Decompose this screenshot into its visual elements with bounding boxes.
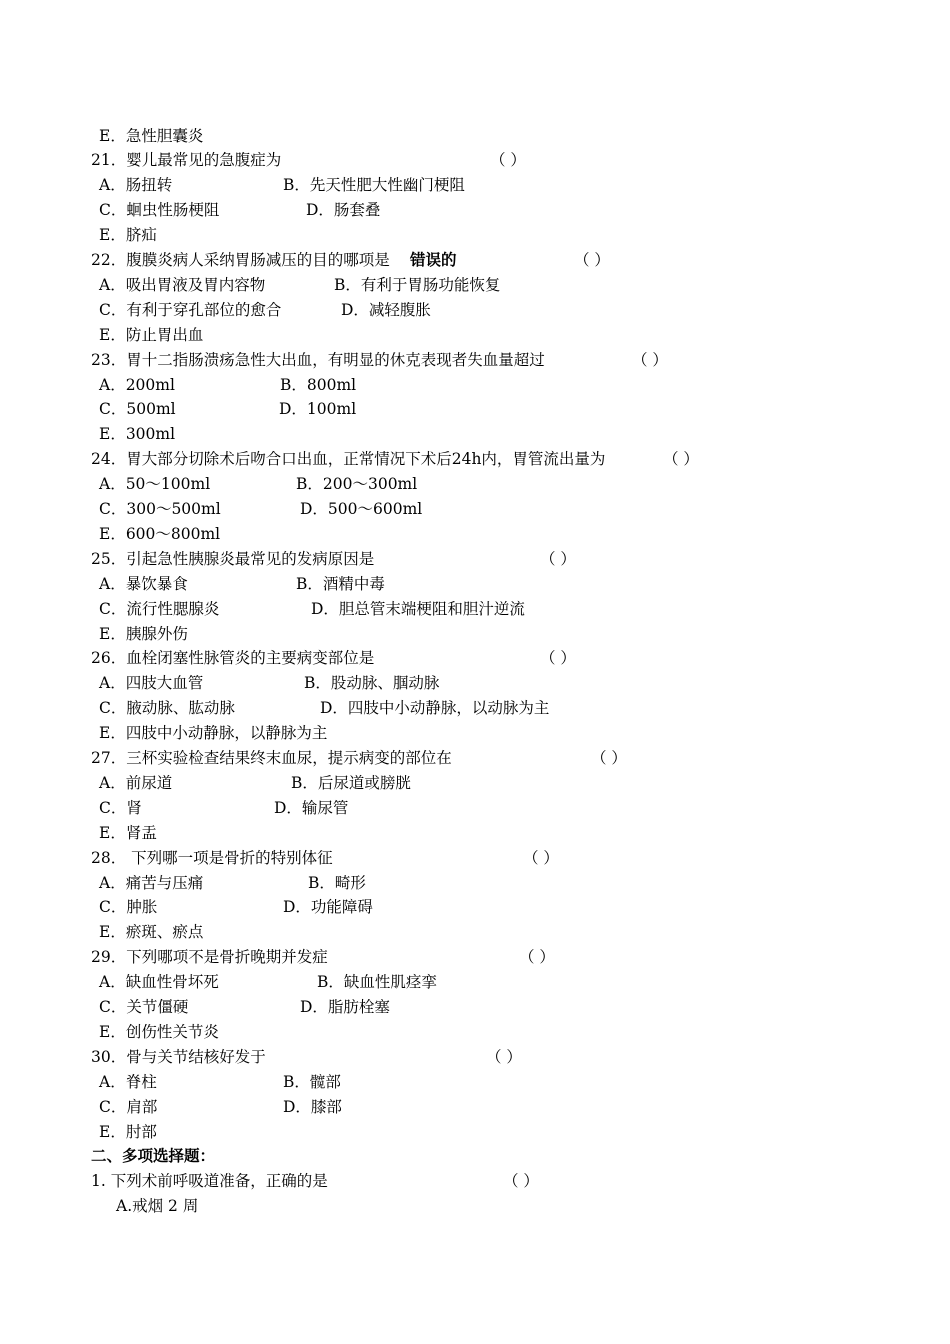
text-segment: 28． 下列哪一项是骨折的特别体征 <box>91 848 333 867</box>
text-segment: D．100ml <box>279 400 357 419</box>
text-segment: E．肾盂 <box>99 823 157 842</box>
text-line <box>0 124 950 149</box>
text-line <box>0 497 950 522</box>
text-line <box>0 173 950 198</box>
text-segment: B．缺血性肌痉挛 <box>317 973 437 992</box>
text-segment: 25．引起急性胰腺炎最常见的发病原因是 <box>91 549 375 568</box>
text-segment: 错误的 <box>410 250 457 269</box>
text-line <box>0 796 950 821</box>
text-segment: E．300ml <box>99 425 176 444</box>
text-line <box>0 1120 950 1145</box>
text-segment: B．后尿道或膀胱 <box>291 773 411 792</box>
text-segment: C．蛔虫性肠梗阻 <box>99 201 220 220</box>
text-segment: 27．三杯实验检查结果终末血尿，提示病变的部位在 <box>91 749 452 767</box>
text-segment: C．流行性腮腺炎 <box>99 599 220 618</box>
answer-blank: （ ） <box>632 350 668 369</box>
text-line <box>0 323 950 348</box>
text-segment: 29．下列哪项不是骨折晚期并发症 <box>91 948 328 967</box>
text-segment: 21．婴儿最常见的急腹症为 <box>91 151 282 170</box>
text-line <box>0 871 950 896</box>
answer-blank: （ ） <box>540 649 576 668</box>
text-line <box>0 622 950 647</box>
text-line <box>0 348 950 373</box>
text-line <box>0 223 950 248</box>
text-segment: D．四肢中小动静脉，以动脉为主 <box>320 699 550 718</box>
text-line <box>0 248 950 273</box>
text-segment: B．有利于胃肠功能恢复 <box>334 275 501 294</box>
text-segment: C．关节僵硬 <box>99 998 189 1016</box>
text-line <box>0 1020 950 1045</box>
text-line <box>0 1194 950 1219</box>
text-segment: C．300～500ml <box>99 500 221 518</box>
text-segment: B．髋部 <box>283 1072 341 1091</box>
text-segment: D．脂肪栓塞 <box>300 998 390 1016</box>
text-segment: 22．腹膜炎病人采纳胃肠减压的目的哪项是 <box>91 251 390 269</box>
text-line <box>0 148 950 173</box>
text-segment: 30．骨与关节结核好发于 <box>91 1047 266 1066</box>
text-line <box>0 1169 950 1194</box>
text-line <box>0 597 950 622</box>
text-line <box>0 298 950 323</box>
text-segment: D．500～600ml <box>300 500 423 518</box>
text-segment: E．脐疝 <box>99 226 157 245</box>
answer-blank: （ ） <box>503 1172 539 1191</box>
text-line <box>0 198 950 223</box>
text-line <box>0 1070 950 1095</box>
text-segment: D．功能障碍 <box>283 898 373 917</box>
text-segment: B．酒精中毒 <box>296 574 385 593</box>
text-segment: E．防止胃出血 <box>99 325 204 344</box>
text-segment: A．吸出胃液及胃内容物 <box>99 275 266 294</box>
text-line <box>0 1045 950 1070</box>
text-segment: D．胆总管末端梗阻和胆汁逆流 <box>311 599 525 618</box>
text-line <box>0 945 950 970</box>
text-segment: C．肿胀 <box>99 898 158 917</box>
text-segment: B．200～300ml <box>296 475 418 494</box>
text-segment: E．瘀斑、瘀点 <box>99 923 204 942</box>
text-line <box>0 895 950 920</box>
text-line <box>0 846 950 871</box>
answer-blank: （ ） <box>523 848 559 867</box>
text-line <box>0 671 950 696</box>
text-line <box>0 1095 950 1120</box>
answer-blank: （ ） <box>486 1047 522 1066</box>
text-segment: E．四肢中小动静脉，以静脉为主 <box>99 724 328 743</box>
text-line <box>0 1144 950 1169</box>
text-segment: A．50～100ml <box>99 475 211 494</box>
text-segment: B．800ml <box>280 375 357 394</box>
text-segment: D．输尿管 <box>274 798 349 817</box>
answer-blank: （ ） <box>663 450 699 469</box>
text-segment: C．腋动脉、肱动脉 <box>99 699 235 718</box>
answer-blank: （ ） <box>540 549 576 568</box>
text-segment: B．股动脉、腘动脉 <box>304 674 440 693</box>
text-segment: C．肾 <box>99 798 142 817</box>
text-line <box>0 646 950 671</box>
text-segment: 二、多项选择题： <box>91 1146 216 1166</box>
text-segment: E．创伤性关节炎 <box>99 1022 219 1041</box>
text-segment: E．肘部 <box>99 1122 157 1141</box>
answer-blank: （ ） <box>591 749 627 767</box>
text-segment: A．脊柱 <box>99 1072 157 1091</box>
text-line <box>0 746 950 771</box>
text-segment: A．肠扭转 <box>99 176 173 195</box>
text-segment: D．膝部 <box>283 1097 342 1116</box>
text-segment: 26．血栓闭塞性脉管炎的主要病变部位是 <box>91 649 375 668</box>
text-segment: 24．胃大部分切除术后吻合口出血，正常情况下术后24h内，胃管流出量为 <box>91 450 606 469</box>
text-segment: A．200ml <box>99 375 175 394</box>
text-line <box>0 273 950 298</box>
text-segment: B．畸形 <box>308 873 366 892</box>
text-segment: A．前尿道 <box>99 773 173 792</box>
text-segment: A．痛苦与压痛 <box>99 873 204 892</box>
text-segment: D．减轻腹胀 <box>341 300 431 319</box>
text-line <box>0 920 950 945</box>
answer-blank: （ ） <box>490 151 526 170</box>
text-segment: B．先天性肥大性幽门梗阻 <box>283 176 465 195</box>
text-line <box>0 397 950 422</box>
text-segment: 23．胃十二指肠溃疡急性大出血，有明显的休克表现者失血量超过 <box>91 350 545 369</box>
text-line <box>0 995 950 1020</box>
answer-blank: （ ） <box>574 251 610 269</box>
text-line <box>0 373 950 398</box>
text-segment: C．肩部 <box>99 1097 158 1116</box>
text-segment: E．胰腺外伤 <box>99 624 188 643</box>
text-segment: C．500ml <box>99 400 176 419</box>
text-segment: A．四肢大血管 <box>99 674 204 693</box>
text-line <box>0 771 950 796</box>
text-line <box>0 696 950 721</box>
text-segment: C．有利于穿孔部位的愈合 <box>99 300 282 319</box>
text-segment: D．肠套叠 <box>306 201 381 220</box>
answer-blank: （ ） <box>519 948 555 967</box>
text-segment: E．600～800ml <box>99 524 221 543</box>
text-segment: A．暴饮暴食 <box>99 574 188 593</box>
text-segment: A.戒烟 2 周 <box>116 1197 199 1216</box>
text-segment: E．急性胆囊炎 <box>99 126 204 145</box>
text-line <box>0 522 950 547</box>
text-segment: A．缺血性骨坏死 <box>99 973 219 992</box>
text-line <box>0 422 950 447</box>
text-line <box>0 821 950 846</box>
text-line <box>0 447 950 472</box>
text-line <box>0 721 950 746</box>
text-segment: 1. 下列术前呼吸道准备，正确的是 <box>91 1172 328 1191</box>
text-line <box>0 572 950 597</box>
text-line <box>0 472 950 497</box>
text-line <box>0 970 950 995</box>
text-line <box>0 547 950 572</box>
